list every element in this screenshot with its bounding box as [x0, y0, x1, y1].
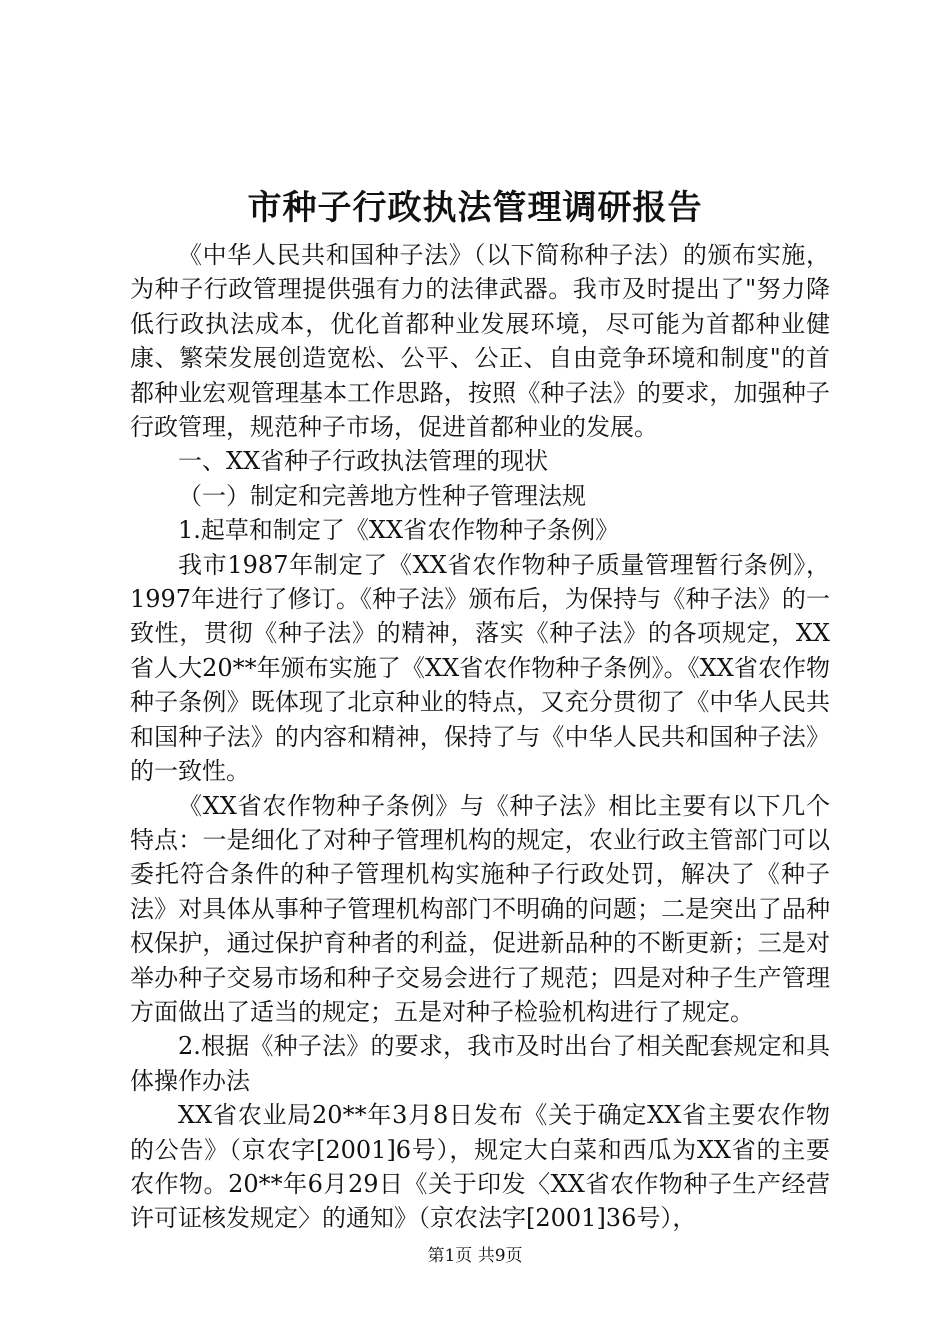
- page-footer: 第1页 共9页: [427, 1246, 523, 1266]
- body-paragraph: 《XX省农作物种子条例》与《种子法》相比主要有以下几个特点：一是细化了对种子管理机构的规定，农业行政主管部门可以委托符合条件的种子管理机构实施种子行政处罚，解决了《种子法》对具体从事种子管理机构部门不明确的问题；二是突出了品种权保护，通过保护育种者的利益，促进新品种的不断更新；三是对举办种子交易市场和种子交易会进行了规范；四是对种子生产管理方面做出了适当的规定；五是对种子检验机构进行了规定。: [130, 791, 830, 1026]
- document-body: [130, 238, 830, 1236]
- document-title: 市种子行政执法管理调研报告: [247, 188, 703, 228]
- item-heading: 1.起草和制定了《XX省农作物种子条例》: [178, 516, 620, 545]
- item-heading: 2.根据《种子法》的要求，我市及时出台了相关配套规定和具体操作办法: [130, 1032, 830, 1095]
- body-paragraph: 我市1987年制定了《XX省农作物种子质量管理暂行条例》，1997年进行了修订。《种子法》颁布后，为保持与《种子法》的一致性，贯彻《种子法》的精神，落实《种子法》的各项规定，XX省人大20**年颁布实施了《XX省农作物种子条例》。《XX省农作物种子条例》既体现了北京种业的特点，又充分贯彻了《中华人民共和国种子法》的内容和精神，保持了与《中华人民共和国种子法》的一致性。: [130, 550, 830, 786]
- section-heading: 一、XX省种子行政执法管理的现状: [178, 447, 549, 476]
- subsection-heading: （一）制定和完善地方性种子管理法规: [178, 481, 586, 510]
- body-paragraph: XX省农业局20**年3月8日发布《关于确定XX省主要农作物的公告》（京农字[2001]6号），规定大白菜和西瓜为XX省的主要农作物。20**年6月29日《关于印发〈XX省农作物种子生产经营许可证核发规定〉的通知》（京农法字[2001]36号），: [130, 1101, 830, 1233]
- intro-paragraph: 《中华人民共和国种子法》（以下简称种子法）的颁布实施，为种子行政管理提供强有力的法律武器。我市及时提出了"努力降低行政执法成本，优化首都种业发展环境，尽可能为首都种业健康、繁荣发展创造宽松、公平、公正、自由竞争环境和制度"的首都种业宏观管理基本工作思路，按照《种子法》的要求，加强种子行政管理，规范种子市场，促进首都种业的发展。: [130, 241, 830, 442]
